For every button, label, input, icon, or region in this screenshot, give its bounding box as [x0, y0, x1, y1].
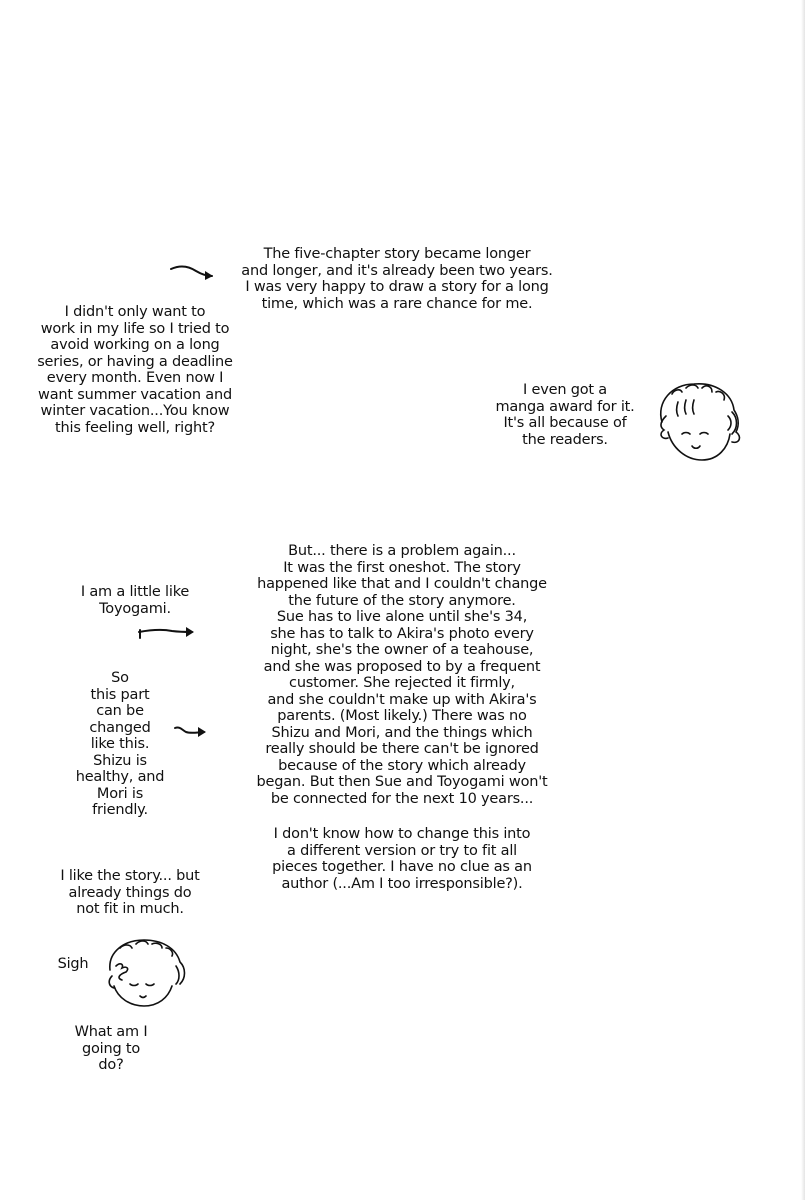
- sighing-author-face-icon: [96, 936, 192, 1010]
- text-manga-award: I even got a manga award for it. It's all because of the readers.: [495, 382, 635, 448]
- text-work-life: I didn't only want to work in my life so I tried to avoid working on a long series, or having a deadline every month. Even now I want summer vacation and winter vacation...You know this feeling well, right?: [37, 304, 233, 436]
- text-changed-like-this: So this part can be changed like this. Shizu is healthy, and Mori is friendly.: [75, 670, 165, 818]
- text-what-am-i-going-to-do: What am I going to do?: [74, 1024, 148, 1073]
- text-like-toyogami: I am a little like Toyogami.: [80, 584, 190, 617]
- curved-arrow-icon: [136, 624, 198, 640]
- text-five-chapter-story: The five-chapter story became longer and longer, and it's already been two years. I was very happy to draw a story for a long time, which was a rare chance for me.: [241, 246, 553, 312]
- text-like-the-story: I like the story... but already things do not fit in much.: [60, 868, 200, 917]
- curved-arrow-icon: [168, 262, 216, 282]
- smiling-author-face-icon: [642, 376, 750, 470]
- text-dont-know-how: I don't know how to change this into a different version or try to fit all pieces together. I have no clue as an author (...Am I too irresponsible?).: [272, 826, 532, 892]
- text-problem-again: But... there is a problem again... It was the first oneshot. The story happened like that and I couldn't change the future of the story anymore. Sue has to live alone until she's 34, she has to talk to Akira's photo every night, she's the owner of a teahouse, and she was proposed to by a frequent customer. She rejected it firmly, and she couldn't make up with Akira's parents. (Most likely.) There was no Shizu and Mori, and the things which really should be there can't be ignored because of the story which already began. But then Sue and Toyogami won't be connected for the next 10 years...: [256, 543, 548, 807]
- text-sigh: Sigh: [57, 956, 89, 972]
- curved-arrow-icon: [172, 722, 210, 740]
- page-edge-shadow: [801, 0, 805, 1200]
